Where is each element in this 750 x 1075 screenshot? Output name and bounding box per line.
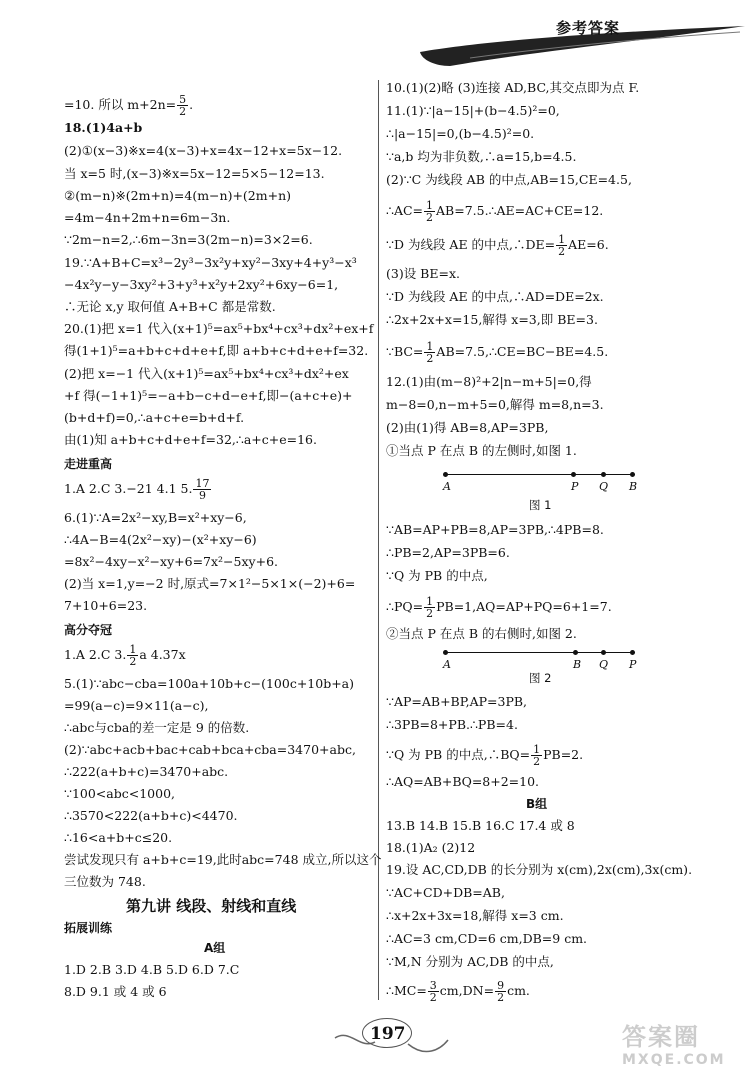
g5-line: ∴3570<222(a+b+c)<4470.	[64, 808, 238, 823]
g5-line: 5.(1)∵abc−cba=100a+10b+c−(100c+10b+a)	[64, 676, 355, 691]
section-heading: 高分夺冠	[64, 623, 113, 637]
point-label: A	[443, 480, 451, 493]
r12-line: 12.(1)由(m−8)²+2|n−m+5|=0,得	[386, 374, 592, 389]
r12-line: ∵AB=AP+PB=8,AP=3PB,∴4PB=8.	[386, 522, 604, 537]
q19-line: −4x²y−y−3xy²+3+y³+x²y+2xy²+6xy−6=1,	[64, 277, 339, 292]
z6-line: 6.(1)∵A=2x²−xy,B=x²+xy−6,	[64, 510, 247, 525]
line-segment	[445, 474, 635, 475]
q18-line: (2)①(x−3)※x=4(x−3)+x=4x−12+x=5x−12.	[64, 143, 343, 158]
r12-line: ∵AP=AB+BP,AP=3PB,	[386, 694, 528, 709]
fraction: $\frac{9}{2}$	[497, 979, 505, 1004]
q20-line: (b+d+f)=0,∴a+c+e=b+d+f.	[64, 410, 245, 425]
figure-caption: 图 2	[529, 671, 552, 685]
r11-line: ∵a,b 均为非负数,∴a=15,b=4.5.	[386, 149, 577, 164]
header-title: 参考答案	[556, 19, 621, 37]
b19-line: ∴MC= $\frac{3}{2}$ cm,DN= $\frac{9}{2}$ cm.	[386, 979, 530, 1004]
fraction: $\frac{1}{2}$	[533, 743, 541, 768]
section-heading: 走进重高	[64, 457, 113, 471]
fraction: $\frac{1}{2}$	[426, 199, 434, 224]
q18-line: =4m−4n+2m+n=6m−3n.	[64, 210, 231, 225]
fraction: $\frac{1}{2}$	[129, 643, 137, 668]
b19-line: 19.设 AC,CD,DB 的长分别为 x(cm),2x(cm),3x(cm).	[386, 862, 693, 877]
group-heading: B组	[526, 797, 548, 811]
point-marker	[601, 650, 606, 655]
g5-line: ∵100<abc<1000,	[64, 786, 175, 801]
figure-caption: 图 1	[529, 498, 552, 512]
b19-line: ∵M,N 分别为 AC,DB 的中点,	[386, 954, 554, 969]
b19-line: ∴AC=3 cm,CD=6 cm,DB=9 cm.	[386, 931, 588, 946]
line-segment	[445, 652, 635, 653]
fraction: $\frac{3}{2}$	[429, 979, 437, 1004]
answer-line: 1.A 2.C 3.−21 4.1 5. $\frac{17}{9}$	[64, 477, 210, 502]
g5-line: ∴abc与cba的差一定是 9 的倍数.	[64, 720, 250, 735]
q19-line: ∴无论 x,y 取何值 A+B+C 都是常数.	[64, 299, 276, 314]
g5-line: ∴222(a+b+c)=3470+abc.	[64, 764, 229, 779]
r11-line: ∵BC= $\frac{1}{2}$ AB=7.5,∴CE=BC−BE=4.5.	[386, 340, 609, 365]
r11-line: (2)∵C 为线段 AB 的中点,AB=15,CE=4.5,	[386, 172, 632, 187]
fraction: $\frac{1}{2}$	[426, 595, 434, 620]
answer-line: 18.(1)A₂ (2)12	[386, 840, 476, 855]
answer-line: 1.A 2.C 3. $\frac{1}{2}$ a 4.37x	[64, 643, 186, 668]
fraction: $\frac{1}{2}$	[426, 340, 434, 365]
q18-title: 18.(1)4a+b	[64, 120, 143, 135]
r12-line: ∴PB=2,AP=3PB=6.	[386, 545, 510, 560]
fraction: $\frac{17}{9}$	[195, 477, 210, 502]
r12-line: m−8=0,n−m+5=0,解得 m=8,n=3.	[386, 397, 604, 412]
r11-line: ∴|a−15|=0,(b−4.5)²=0.	[386, 126, 535, 141]
q20-line: 20.(1)把 x=1 代入(x+1)⁵=ax⁵+bx⁴+cx³+dx²+ex+f	[64, 321, 374, 336]
b19-line: ∵AC+CD+DB=AB,	[386, 885, 505, 900]
z6-line: 7+10+6=23.	[64, 598, 148, 613]
r12-line: ∵Q 为 PB 的中点,∴BQ= $\frac{1}{2}$ PB=2.	[386, 743, 584, 768]
r10-line: 10.(1)(2)略 (3)连接 AD,BC,其交点即为点 F.	[386, 80, 640, 95]
point-label: Q	[599, 480, 609, 493]
q18-line: ②(m−n)※(2m+n)=4(m−n)+(2m+n)	[64, 188, 292, 203]
point-label: A	[443, 658, 451, 671]
z6-line: ∴4A−B=4(2x²−xy)−(x²+xy−6)	[64, 532, 257, 547]
g5-line: ∴16<a+b+c≤20.	[64, 830, 173, 845]
r12-line: (2)由(1)得 AB=8,AP=3PB,	[386, 420, 549, 435]
fraction: $\frac{5}{2}$	[179, 93, 187, 118]
r12-line: ∵Q 为 PB 的中点,	[386, 568, 488, 583]
point-marker	[571, 472, 576, 477]
answer-line: 1.D 2.B 3.D 4.B 5.D 6.D 7.C	[64, 962, 240, 977]
r11-line: 11.(1)∵|a−15|+(b−4.5)²=0,	[386, 103, 560, 118]
q20-line: 得(1+1)⁵=a+b+c+d+e+f,即 a+b+c+d+e+f=32.	[64, 343, 369, 358]
watermark-bottom: MXQE.COM	[622, 1052, 726, 1068]
point-marker	[443, 472, 448, 477]
r11-line: ∵D 为线段 AE 的中点,∴AD=DE=2x.	[386, 289, 604, 304]
q18-line: ∵2m−n=2,∴6m−3n=3(2m−n)=3×2=6.	[64, 232, 313, 247]
r11-line: (3)设 BE=x.	[386, 266, 460, 281]
r12-line: ∴3PB=8+PB.∴PB=4.	[386, 717, 518, 732]
q18-line: 当 x=5 时,(x−3)※x=5x−12=5×5−12=13.	[64, 166, 325, 181]
section-heading: 拓展训练	[64, 921, 113, 935]
b19-line: ∴x+2x+3x=18,解得 x=3 cm.	[386, 908, 564, 923]
point-label: P	[629, 658, 637, 671]
point-marker	[630, 472, 635, 477]
r12-line: ②当点 P 在点 B 的右侧时,如图 2.	[386, 626, 577, 641]
r12-line: ①当点 P 在点 B 的左侧时,如图 1.	[386, 443, 577, 458]
r12-line: ∴PQ= $\frac{1}{2}$ PB=1,AQ=AP+PQ=6+1=7.	[386, 595, 612, 620]
q20-line: +f 得(−1+1)⁵=−a+b−c+d−e+f,即−(a+c+e)+	[64, 388, 353, 403]
g5-line: (2)∵abc+acb+bac+cab+bca+cba=3470+abc,	[64, 742, 356, 757]
page-number: 197	[370, 1024, 406, 1044]
group-heading: A组	[204, 941, 226, 955]
r11-line: ∵D 为线段 AE 的中点,∴DE= $\frac{1}{2}$ AE=6.	[386, 233, 609, 258]
g5-line: =99(a−c)=9×11(a−c),	[64, 698, 209, 713]
r12-line: ∴AQ=AB+BQ=8+2=10.	[386, 774, 540, 789]
point-marker	[573, 650, 578, 655]
r11-line: ∴AC= $\frac{1}{2}$ AB=7.5.∴AE=AC+CE=12.	[386, 199, 604, 224]
g5-line: 三位数为 748.	[64, 874, 146, 889]
g5-line: 尝试发现只有 a+b+c=19,此时abc=748 成立,所以这个	[64, 852, 382, 867]
q20-line: (2)把 x=−1 代入(x+1)⁵=ax⁵+bx⁴+cx³+dx²+ex	[64, 366, 349, 381]
point-label: B	[629, 480, 638, 493]
z6-line: (2)当 x=1,y=−2 时,原式=7×1²−5×1×(−2)+6=	[64, 576, 356, 591]
q20-line: 由(1)知 a+b+c+d+e+f=32,∴a+c+e=16.	[64, 432, 317, 447]
point-label: B	[573, 658, 582, 671]
point-label: Q	[599, 658, 609, 671]
watermark-top: 答案圈	[622, 1023, 700, 1051]
fraction: $\frac{1}{2}$	[558, 233, 566, 258]
point-marker	[601, 472, 606, 477]
watermark-logo	[622, 1017, 742, 1069]
answer-line: 13.B 14.B 15.B 16.C 17.4 或 8	[386, 818, 575, 833]
z6-line: =8x²−4xy−x²−xy+6=7x²−5xy+6.	[64, 554, 278, 569]
q19-line: 19.∵A+B+C=x³−2y³−3x²y+xy²−3xy+4+y³−x³	[64, 255, 357, 270]
point-marker	[630, 650, 635, 655]
point-marker	[443, 650, 448, 655]
chapter-title: 第九讲 线段、射线和直线	[126, 897, 297, 915]
point-label: P	[571, 480, 579, 493]
answer-line: =10. 所以 m+2n= $\frac{5}{2}$ .	[64, 93, 194, 118]
answer-line: 8.D 9.1 或 4 或 6	[64, 984, 167, 999]
r11-line: ∴2x+2x+x=15,解得 x=3,即 BE=3.	[386, 312, 598, 327]
